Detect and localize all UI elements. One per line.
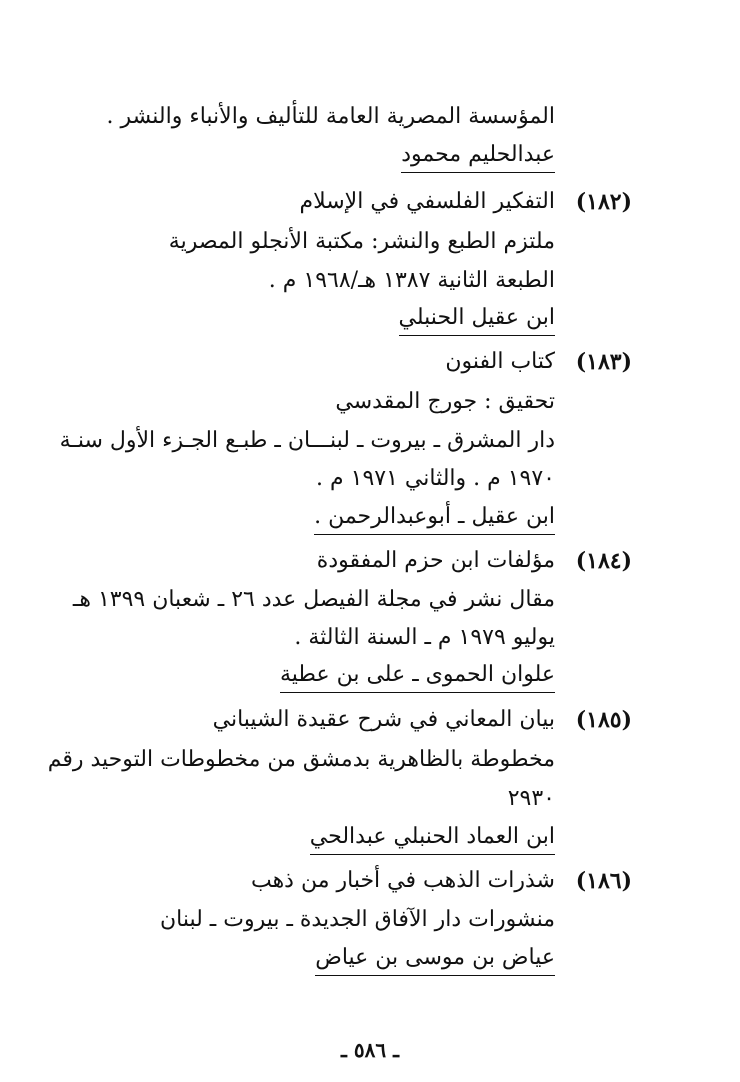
entry-detail: ١٩٧٠ م . والثاني ١٩٧١ م . [316, 466, 555, 491]
entry-detail: دار المشرق ـ بيروت ـ لبنـــان ـ طبـع الجـزء الأول سنـة [59, 428, 555, 453]
entry-title: شذرات الذهب في أخبار من ذهب [250, 868, 555, 893]
entry-number: (١٨٥) [575, 707, 632, 733]
author-heading: ابن العماد الحنبلي عبدالحي [310, 822, 555, 855]
entry-detail: منشورات دار الآفاق الجديدة ـ بيروت ـ لبنان [159, 907, 555, 932]
entry-title: مؤلفات ابن حزم المفقودة [316, 548, 555, 573]
author-heading: عياض بن موسى بن عياض [315, 943, 555, 976]
entry-detail: ملتزم الطبع والنشر: مكتبة الأنجلو المصرية [168, 229, 555, 254]
author-heading: علوان الحموى ـ على بن عطية [280, 660, 555, 693]
entry-number: (١٨٣) [575, 349, 632, 375]
entry-number: (١٨٦) [575, 868, 632, 894]
entry-detail: ٢٩٣٠ [507, 786, 555, 811]
entry-detail: مخطوطة بالظاهرية بدمشق من مخطوطات التوحيد رقم [47, 747, 555, 772]
author-heading: ابن عقيل ـ أبوعبدالرحمن . [314, 502, 555, 535]
page-number: ـ ٥٨٦ ـ [341, 1038, 399, 1062]
publisher-line: المؤسسة المصرية العامة للتأليف والأنباء والنشر . [106, 104, 555, 129]
entry-title: بيان المعاني في شرح عقيدة الشيباني [212, 707, 555, 732]
entry-title: كتاب الفنون [445, 349, 555, 374]
entry-detail: يوليو ١٩٧٩ م ـ السنة الثالثة . [294, 625, 555, 650]
entry-detail: تحقيق : جورج المقدسي [335, 389, 555, 414]
entry-detail: الطبعة الثانية ١٣٨٧ هـ/١٩٦٨ م . [268, 268, 555, 293]
author-heading: عبدالحليم محمود [401, 140, 555, 173]
entry-title: التفكير الفلسفي في الإسلام [299, 189, 555, 214]
entry-number: (١٨٤) [575, 548, 632, 574]
entry-detail: مقال نشر في مجلة الفيصل عدد ٢٦ ـ شعبان ١٣٩٩ هـ [72, 587, 555, 612]
entry-number: (١٨٢) [575, 189, 632, 215]
author-heading: ابن عقيل الحنبلي [399, 303, 555, 336]
